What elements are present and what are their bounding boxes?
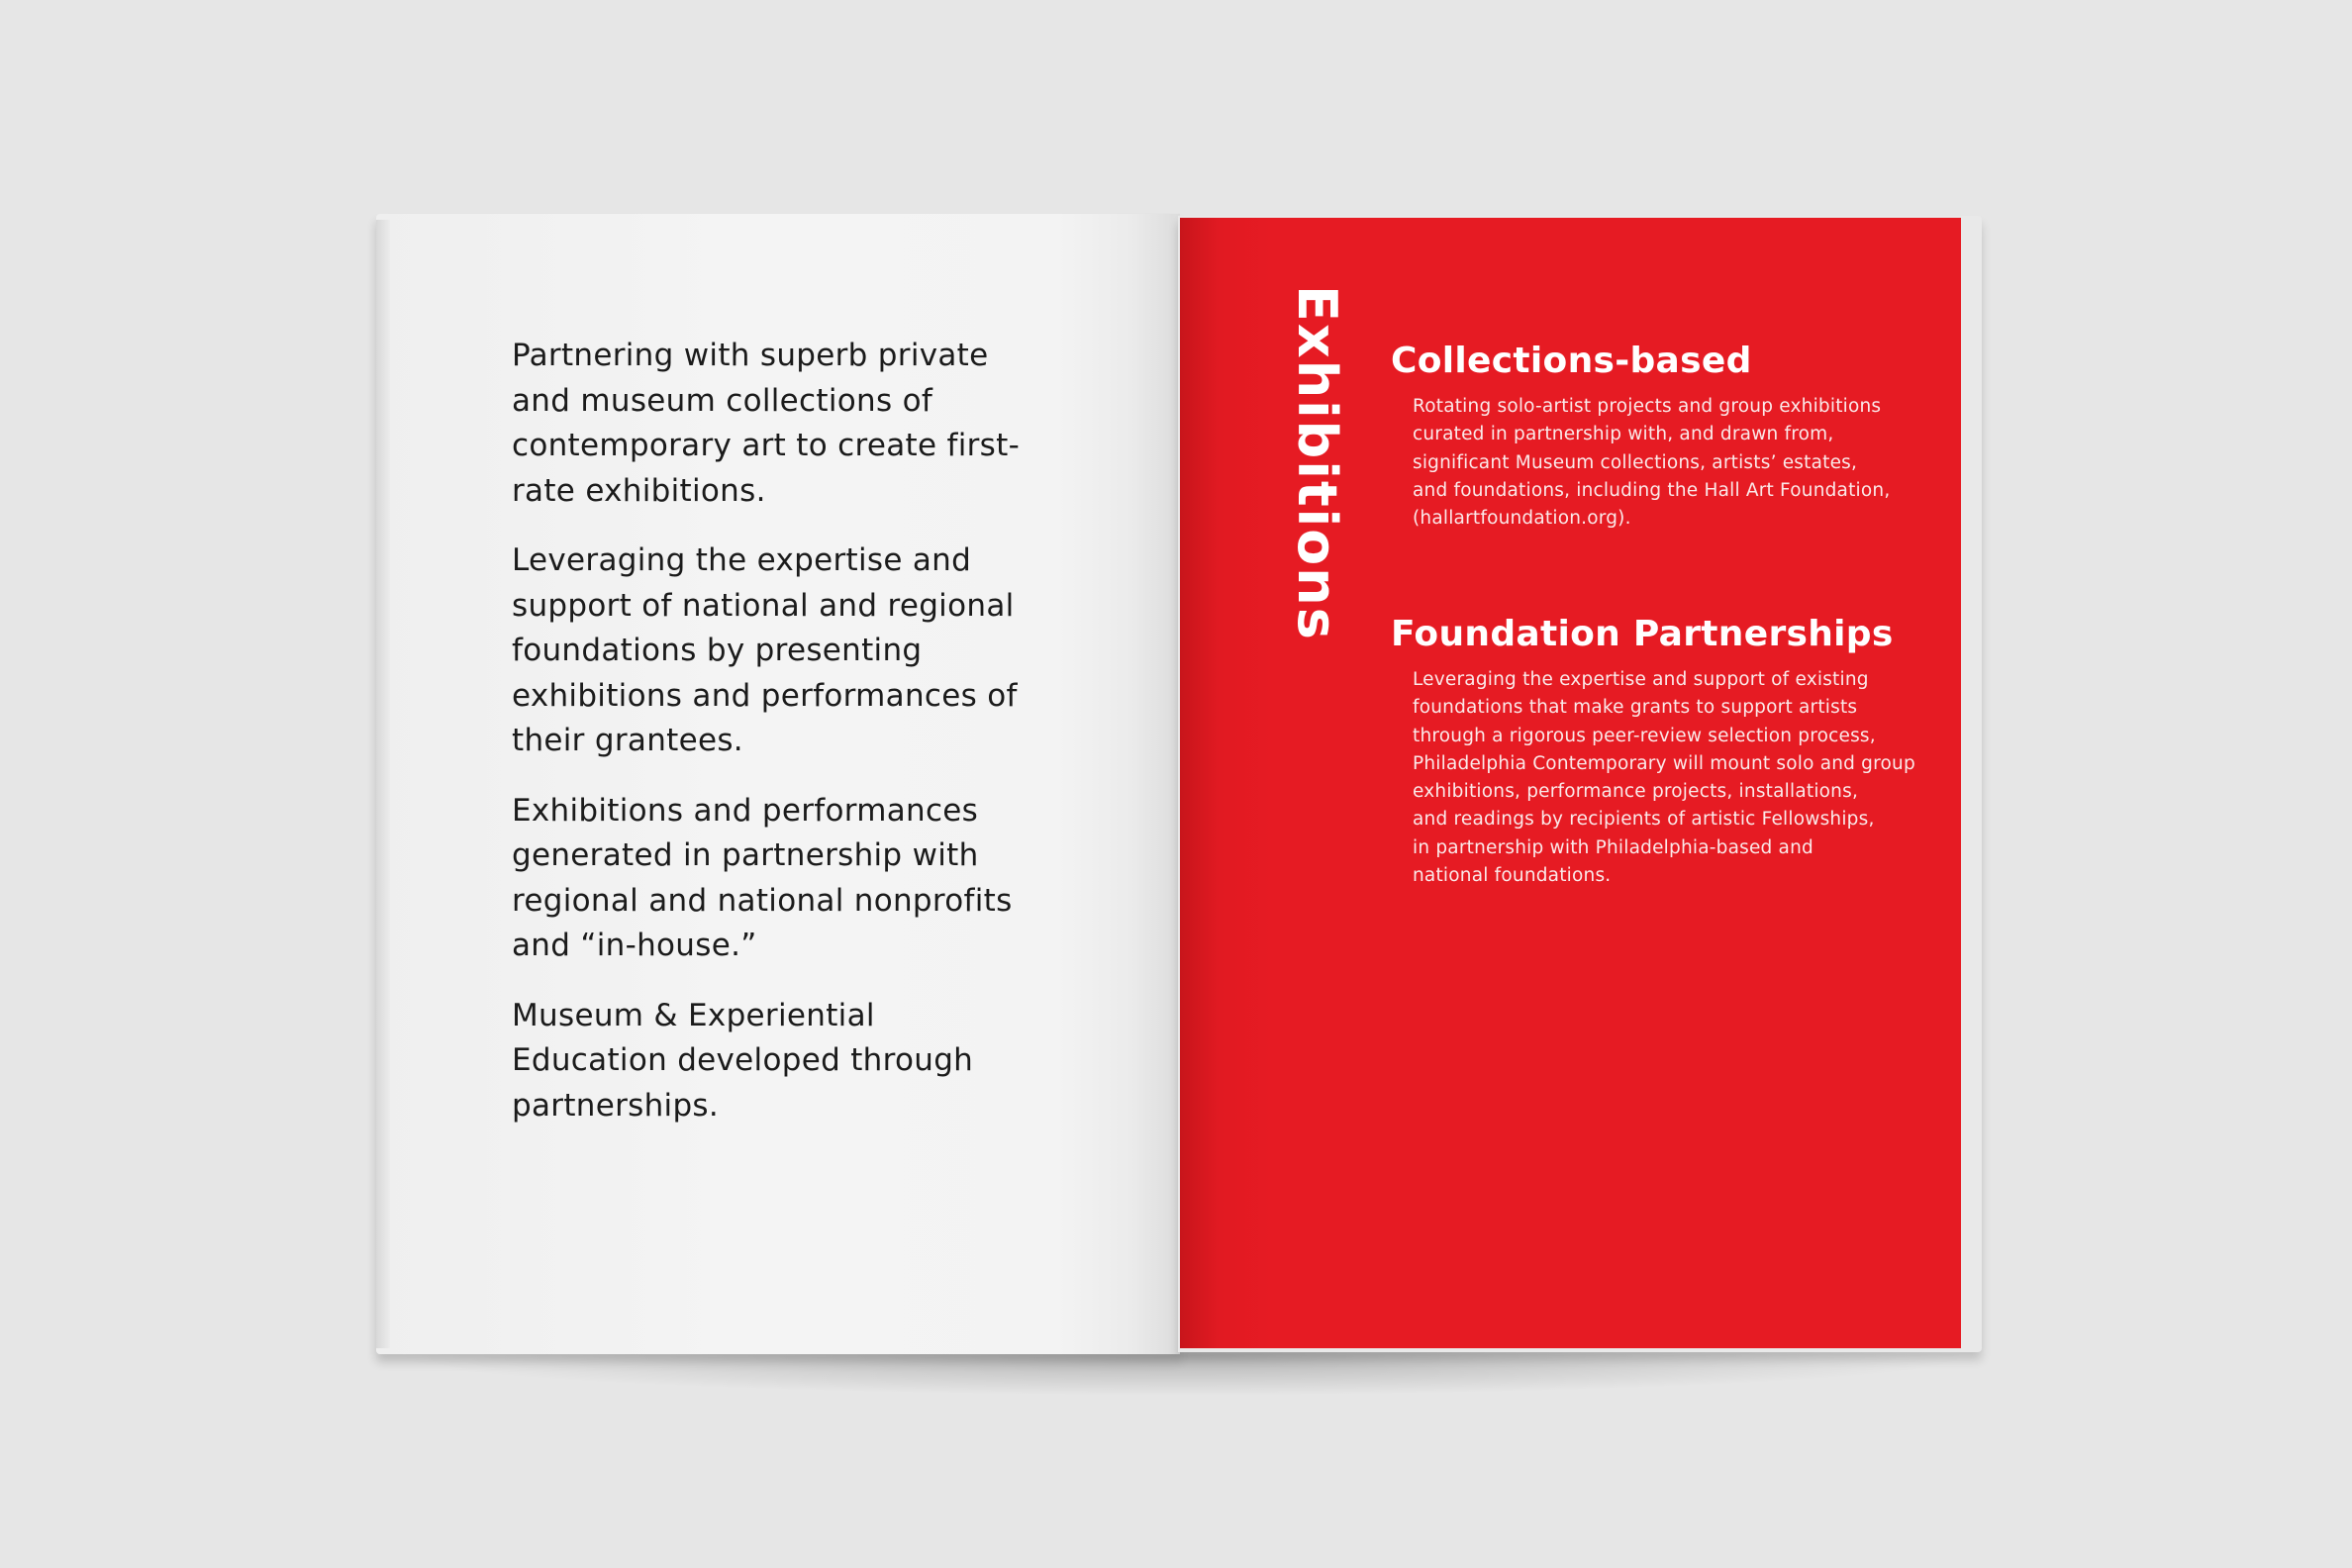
left-paragraph-1: Partnering with superb private and museum collections of contemporary art to create first-rate exhibitions. [512,338,1021,509]
left-page-edge [376,220,390,1348]
left-paragraph-4: Museum & Experiential Education developed through partnerships. [512,997,974,1124]
left-paragraph-3: Exhibitions and performances generated in partnership with regional and national nonprofits and “in-house.” [512,792,1013,963]
exhibitions-vertical-title: Exhibitions [1286,285,1348,641]
collections-based-heading: Collections-based [1391,341,1752,381]
collections-based-body: Rotating solo-artist projects and group exhibitions curated in partnership with, and drawn from, significant Museum collections, artists’ estates, and foundations, including the Hall Art Foundation, (hallartfoundation.org). [1413,396,1891,530]
foundation-partnerships-heading: Foundation Partnerships [1391,614,1894,654]
foundation-partnerships-section [1391,613,1945,890]
left-paragraph-2: Leveraging the expertise and support of national and regional foundations by presenting exhibitions and performances of their grantees. [512,542,1018,758]
left-page-text [512,334,1027,1153]
foundation-partnerships-body: Leveraging the expertise and support of existing foundations that make grants to support artists through a rigorous peer-review selection process, Philadelphia Contemporary will mount solo and group exhibitions, performance projects, installations, and readings by recipients of artistic Fellowships, in partnership with Philadelphia-based and national foundations. [1413,669,1915,887]
collections-based-section [1391,340,1945,533]
